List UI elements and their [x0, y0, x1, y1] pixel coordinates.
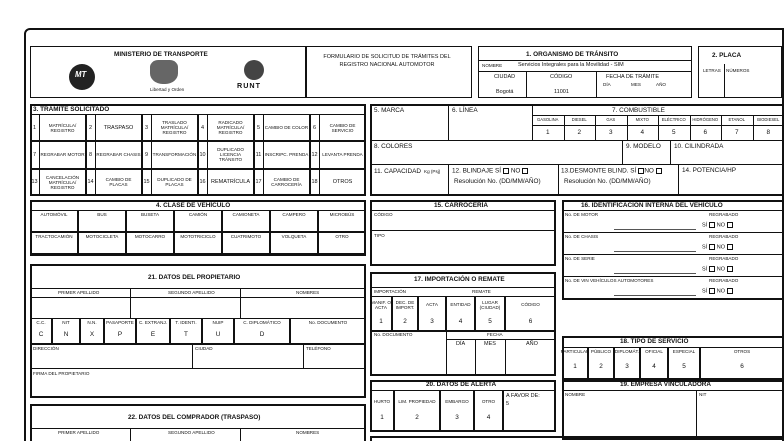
combustible-option[interactable]: 2: [577, 129, 582, 137]
combustible-option[interactable]: 7: [734, 129, 739, 137]
alerta-option[interactable]: 1: [380, 414, 384, 422]
prop-primer-apellido: PRIMER APELLIDO: [58, 290, 100, 295]
tramite-number: 15: [143, 179, 150, 186]
ident-label: No. DE SERIE: [565, 256, 595, 261]
comp-primer-apellido: PRIMER APELLIDO: [58, 430, 100, 435]
tramite-option[interactable]: CAMBIO DE CARROCERÍA: [271, 177, 302, 188]
servicio-option[interactable]: 4: [652, 363, 656, 371]
form-title: FORMULARIO DE SOLICITUD DE TRÁMITES DEL REGISTRO NACIONAL AUTOMOTOR: [323, 54, 451, 68]
clase-option[interactable]: MOTOCARRO: [134, 234, 166, 240]
clase-option[interactable]: MOTOTRICICLO: [180, 234, 216, 240]
imp-mes: MES: [484, 341, 496, 347]
alerta-option[interactable]: 2: [415, 414, 419, 422]
ident-label: No. DE VIN VEHÍCULOS AUTOMOTORES: [565, 278, 654, 283]
doc-type: C. DIPLOMÁTICO: [243, 320, 281, 326]
tramite-number: 12: [311, 151, 318, 158]
linea-label: 6. LÍNEA: [452, 107, 478, 114]
clase-option[interactable]: MOTOCICLETA: [85, 234, 119, 240]
imp-option[interactable]: 5: [488, 318, 492, 326]
tramite-option[interactable]: CAMBIO DE PLACAS: [105, 177, 132, 188]
tramite-option[interactable]: TRANSFORMACIÓN: [152, 152, 197, 158]
doc-type: T. IDENTI.: [175, 320, 197, 326]
ident-no-label: NO: [716, 288, 725, 295]
ministry-title: MINISTERIO DE TRANSPORTE: [114, 51, 208, 58]
alerta-option[interactable]: 3: [455, 414, 459, 422]
tramite-number: 4: [200, 124, 205, 131]
combustible-type: GAS: [606, 117, 616, 123]
imp-option[interactable]: 6: [528, 318, 533, 326]
imp-option[interactable]: 2: [403, 318, 407, 326]
fecha-mes: MES: [631, 82, 641, 87]
clase-option[interactable]: AUTOMÓVIL: [40, 212, 68, 218]
imp-fecha: FECHA: [487, 332, 503, 337]
carroceria-title: 15. CARROCERÍA: [434, 202, 488, 209]
tramite-number: 11: [255, 151, 262, 158]
combustible-type: BIODIESEL: [757, 117, 780, 123]
combustible-type: MIXTO: [635, 117, 649, 123]
clase-option[interactable]: BUS: [97, 212, 107, 218]
prop-firma: FIRMA DEL PROPIETARIO: [33, 371, 90, 376]
doc-letter-option[interactable]: P: [117, 331, 123, 339]
ident-input-field[interactable]: [614, 220, 696, 230]
ident-label: No. DE MOTOR: [565, 212, 599, 217]
alerta-favor: A FAVOR DE:: [506, 393, 540, 399]
ident-si-checkbox[interactable]: [709, 222, 715, 228]
tramite-number: 6: [312, 124, 317, 131]
tramite-option[interactable]: DUPLICADO LICENCIA TRÁNSITO: [217, 147, 244, 163]
placa-letras: LETRAS: [703, 68, 721, 73]
potencia-label: 14. POTENCIA/HP: [682, 167, 736, 174]
imp-no-documento: No. DOCUMENTO: [374, 332, 413, 337]
cilindrada-label: 10. CILINDRADA: [674, 143, 724, 150]
clase-option[interactable]: TRACTOCAMIÓN: [35, 234, 73, 240]
imp-importacion-label: IMPORTACIÓN: [374, 289, 406, 294]
combustible-type: ELÉCTRICO: [661, 117, 686, 123]
tramite-option[interactable]: CAMBIO DE COLOR: [264, 125, 309, 131]
ident-regrabado: REGRABADO: [709, 256, 739, 261]
clase-option[interactable]: CAMIÓN: [188, 212, 208, 218]
combustible-type: DIESEL: [571, 117, 587, 123]
desmonte-no-checkbox[interactable]: [656, 168, 662, 174]
doc-type: No. DOCUMENTO: [308, 320, 348, 326]
ident-no-checkbox[interactable]: [727, 288, 733, 294]
tramite-number: 8: [88, 151, 93, 158]
tramite-option[interactable]: RADICADO MATRÍCULA/ REGISTRO: [216, 120, 245, 136]
ident-no-checkbox[interactable]: [727, 222, 733, 228]
carroceria-tipo: TIPO: [374, 233, 385, 238]
comprador-title: 22. DATOS DEL COMPRADOR (TRASPASO): [128, 414, 261, 421]
modelo-label: 9. MODELO: [626, 143, 661, 150]
empresa-box: [562, 380, 784, 440]
alerta-type: HURTO: [373, 399, 391, 405]
tramite-option[interactable]: INSCRIPC. PRENDA: [264, 152, 309, 158]
runt-logo: RUNT: [237, 81, 261, 90]
combustible-option[interactable]: 1: [545, 129, 550, 137]
colores-label: 8. COLORES: [374, 143, 413, 150]
prop-segundo-apellido: SEGUNDO APELLIDO: [168, 290, 215, 295]
codigo-value: 11001: [554, 89, 569, 95]
doc-letter-option[interactable]: X: [89, 331, 95, 339]
tramite-number: 1: [32, 124, 37, 131]
imp-option[interactable]: 4: [458, 318, 463, 326]
tramite-number: 10: [199, 151, 206, 158]
alerta-type: EMBARGO: [445, 399, 469, 405]
imp-ano: AÑO: [526, 341, 538, 347]
carroceria-codigo: CÓDIGO: [374, 212, 393, 217]
ident-si-label: SÍ: [702, 288, 708, 295]
doc-letter-option[interactable]: D: [259, 331, 265, 339]
tramite-option[interactable]: REGRABAR MOTOR: [40, 152, 85, 158]
ident-input-field[interactable]: [614, 264, 696, 274]
tramite-title: 3. TRÁMITE SOLICITADO: [33, 106, 110, 113]
nombre-value: Servicios Integrales para la Movilidad - SIM: [518, 62, 624, 68]
ident-row-line: [562, 254, 784, 255]
runt-logo-mark: [244, 60, 264, 80]
ident-no-label: NO: [716, 222, 725, 229]
tramite-option[interactable]: TRASPASO: [103, 124, 134, 131]
servicio-type: OTROS: [733, 348, 751, 354]
doc-letter-option[interactable]: T: [184, 331, 188, 339]
blindaje-si-checkbox[interactable]: [503, 168, 509, 174]
ident-no-label: NO: [716, 244, 725, 251]
tramite-number: 16: [199, 179, 206, 186]
clase-option[interactable]: BUSETA: [140, 212, 160, 218]
combustible-option[interactable]: 6: [703, 129, 708, 137]
servicio-option[interactable]: 2: [599, 363, 603, 371]
imp-dia: DÍA: [456, 341, 466, 347]
combustible-type: ETANOL: [728, 117, 745, 123]
ident-si-label: SÍ: [702, 222, 708, 229]
doc-type: N.N.: [87, 320, 97, 326]
tramite-number: 18: [311, 179, 318, 186]
combustible-type: GASOLINA: [537, 117, 559, 123]
ident-regrabado: REGRABADO: [709, 234, 739, 239]
blindaje-label: 12. BLINDAJE SÍ NO: [452, 168, 528, 175]
tramite-option[interactable]: CAMBIO DE SERVICIO: [329, 122, 356, 133]
servicio-type: OFICIAL: [645, 348, 663, 354]
ident-regrabado: REGRABADO: [709, 278, 739, 283]
tramite-number: 13: [31, 179, 38, 186]
imp-option[interactable]: 3: [430, 318, 434, 326]
prop-direccion: DIRECCIÓN: [33, 346, 59, 351]
alerta-cell: [370, 390, 394, 432]
combustible-type: HIDRÓGENO: [692, 117, 719, 123]
prop-telefono: TELÉFONO: [306, 346, 331, 351]
ident-regrabado: REGRABADO: [709, 212, 739, 217]
marca-label: 5. MARCA: [374, 107, 405, 114]
importacion-title: 17. IMPORTACIÓN O REMATE: [414, 276, 505, 283]
placa-numeros: NÚMEROS: [726, 68, 750, 73]
servicio-type: PARTICULAR: [560, 348, 590, 354]
prop-nombres: NOMBRES: [296, 290, 320, 295]
doc-type: PASAPORTE: [106, 320, 134, 326]
ident-input-field[interactable]: [614, 242, 696, 252]
fecha-dia: DÍA: [603, 82, 611, 87]
tramite-number: 3: [144, 124, 149, 131]
ident-no-checkbox[interactable]: [727, 266, 733, 272]
comp-nombres: NOMBRES: [296, 430, 320, 435]
capacidad-unit: Kg (Psj): [424, 169, 441, 174]
combustible-option[interactable]: 4: [640, 129, 645, 137]
tramite-number: 2: [88, 124, 93, 131]
ident-si-no: [702, 244, 733, 251]
combustible-option[interactable]: 8: [766, 129, 771, 137]
ident-si-no: [702, 222, 733, 229]
comp-segundo-apellido: SEGUNDO APELLIDO: [168, 430, 215, 435]
ciudad-value: Bogotá: [496, 89, 514, 95]
ciudad-label: CIUDAD: [494, 74, 516, 80]
imp-col-label: ENTIDAD: [450, 302, 471, 308]
imp-option[interactable]: 1: [379, 318, 383, 326]
placa-title: 2. PLACA: [712, 52, 742, 59]
empresa-nombre: NOMBRE: [565, 392, 586, 397]
imp-col-label: DEC. DE IMPORT.: [395, 299, 415, 310]
prop-ciudad: CIUDAD: [195, 346, 213, 351]
empresa-nit: NIT: [699, 392, 707, 397]
imp-col-label: ACTA: [426, 302, 438, 308]
imp-col-label: MANIF. O ACTA: [371, 299, 391, 310]
empresa-title: 19. EMPRESA VINCULADORA: [620, 381, 712, 388]
alerta-cell: [440, 390, 474, 432]
doc-letter-option[interactable]: U: [215, 331, 221, 339]
doc-letter-option[interactable]: C: [38, 331, 44, 339]
ident-si-no: [702, 288, 733, 295]
ident-si-label: SÍ: [702, 244, 708, 251]
imp-remate-label: REMATE: [472, 289, 491, 294]
alerta-cell: [394, 390, 440, 432]
seal-motto: Libertad y Orden: [150, 87, 185, 92]
combustible-option[interactable]: 3: [608, 129, 613, 137]
doc-letter-option[interactable]: N: [63, 331, 69, 339]
desmonte-resolucion: Resolución No. (DD/MM/AÑO): [564, 178, 651, 185]
doc-type: C.C.: [36, 320, 46, 326]
tramite-number: 9: [144, 151, 149, 158]
servicio-option[interactable]: 6: [740, 363, 744, 371]
combustible-row-line: [532, 125, 784, 126]
blindaje-resolucion: Resolución No. (DD/MM/AÑO): [454, 178, 541, 185]
doc-type: NIT: [62, 320, 70, 326]
alerta-option[interactable]: 4: [486, 414, 491, 422]
tramite-option[interactable]: TRASLADO MATRÍCULA/ REGISTRO: [160, 120, 189, 136]
tramite-option[interactable]: MATRÍCULA/ REGISTRO: [48, 122, 77, 133]
ident-input-field[interactable]: [614, 286, 696, 296]
ident-si-checkbox[interactable]: [709, 266, 715, 272]
capacidad-label: 11. CAPACIDAD: [374, 168, 421, 175]
tramite-number: 14: [87, 179, 94, 186]
colombia-seal: [150, 60, 178, 84]
servicio-type: DIPLOMÁT.: [614, 348, 640, 354]
alerta-cell: [474, 390, 503, 432]
servicio-option[interactable]: 5: [682, 363, 686, 371]
imp-col-label: LUGAR (CIUDAD): [479, 299, 501, 310]
ident-no-label: NO: [716, 266, 725, 273]
clase-option[interactable]: CAMIONETA: [232, 212, 260, 218]
fecha-label: FECHA DE TRÁMITE: [606, 74, 660, 80]
identificacion-title: 16. IDENTIFICACIÓN INTERNA DEL VEHÍCULO: [581, 202, 723, 209]
combustible-title: 7. COMBUSTIBLE: [612, 107, 665, 114]
tramite-number: 17: [255, 179, 262, 186]
servicio-type: PÚBLICO: [590, 348, 612, 354]
ident-si-checkbox[interactable]: [709, 288, 715, 294]
codigo-label: CÓDIGO: [550, 74, 573, 80]
bottom-right-box: [370, 436, 784, 441]
clase-option[interactable]: CUATRIMOTO: [230, 234, 262, 240]
tramite-option[interactable]: DUPLICADO DE PLACAS: [157, 177, 192, 188]
organismo-title: 1. ORGANISMO DE TRÁNSITO: [526, 51, 619, 58]
clase-option[interactable]: VOLQUETA: [281, 234, 307, 240]
alerta-type: LIM. PROPIEDAD: [398, 399, 436, 405]
tramite-option[interactable]: REGRABAR CHASIS: [96, 152, 141, 158]
alerta-type: OTRO: [481, 399, 496, 405]
combustible-option[interactable]: 5: [671, 129, 676, 137]
ident-no-checkbox[interactable]: [727, 244, 733, 250]
doc-type: C. EXTRANJ.: [138, 320, 168, 326]
tramite-option[interactable]: OTROS: [332, 179, 353, 186]
propietario-title: 21. DATOS DEL PROPIETARIO: [148, 274, 241, 281]
alerta-favor-num: 5: [506, 401, 510, 407]
imp-col-label: CÓDIGO: [521, 302, 540, 308]
ident-row-line: [562, 276, 784, 277]
servicio-type: ESPECIAL: [672, 348, 696, 354]
mt-logo-mark: MT: [75, 70, 87, 79]
alerta-title: 20. DATOS DE ALERTA: [426, 381, 497, 388]
ident-row-line: [562, 232, 784, 233]
tramite-number: 5: [256, 124, 261, 131]
tramite-number: 7: [32, 151, 37, 158]
servicio-option[interactable]: 1: [573, 363, 577, 371]
nombre-label: NOMBRE: [482, 63, 503, 68]
ident-si-checkbox[interactable]: [709, 244, 715, 250]
clase-option[interactable]: OTRO: [335, 234, 349, 240]
clase-option[interactable]: CAMPERO: [282, 212, 306, 218]
ident-label: No. DE CHASIS: [565, 234, 599, 239]
fecha-ano: AÑO: [656, 82, 666, 87]
servicio-option[interactable]: 3: [625, 363, 629, 371]
desmonte-label: 13.DESMONTE BLIND. SÍ NO: [561, 168, 662, 175]
doc-type: NUIP: [212, 320, 224, 326]
clase-option[interactable]: MICROBÚS: [329, 212, 355, 218]
tramite-option[interactable]: REMATRÍCULA: [210, 179, 250, 186]
clase-title: 4. CLASE DE VEHÍCULO: [156, 202, 231, 209]
tramite-option[interactable]: LEVANTA PRENDA: [322, 152, 363, 158]
doc-letter-option[interactable]: E: [150, 331, 156, 339]
servicio-title: 18. TIPO DE SERVICIO: [620, 338, 689, 345]
blindaje-no-checkbox[interactable]: [522, 168, 528, 174]
ident-si-no: [702, 266, 733, 273]
tramite-option[interactable]: CANCELACIÓN MATRÍCULA/ REGISTRO: [45, 174, 80, 190]
ident-si-label: SÍ: [702, 266, 708, 273]
